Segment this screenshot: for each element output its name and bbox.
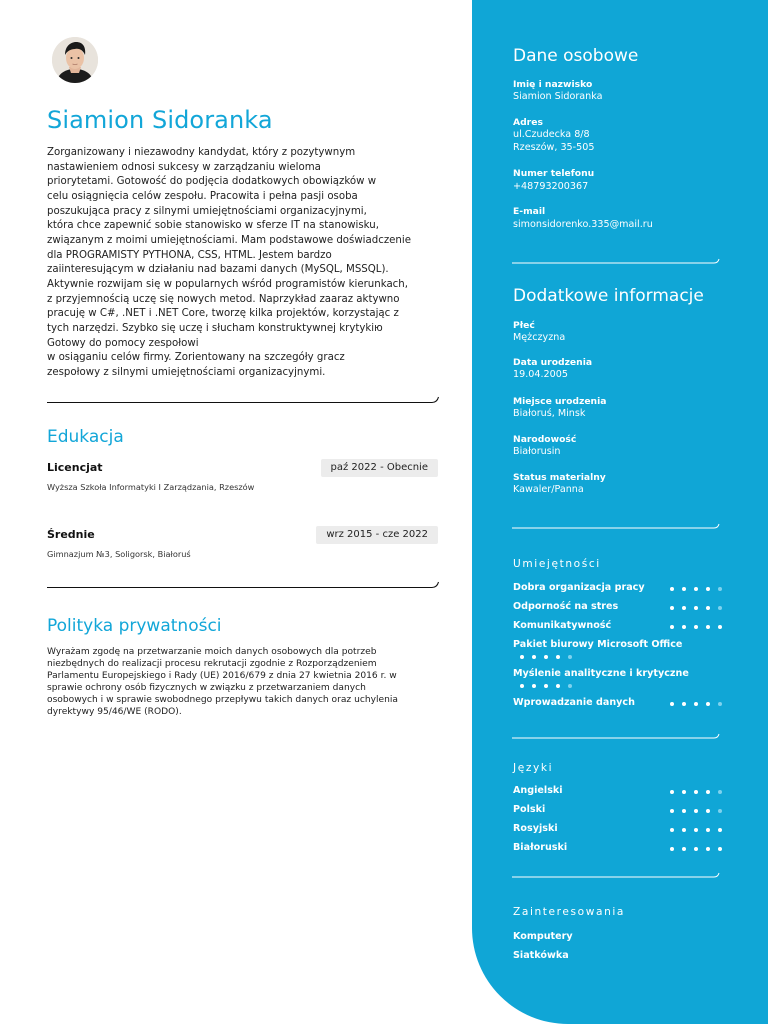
skill-level-dots [670,587,722,591]
rating-dot-filled [694,809,698,813]
skill-name: Dobra organizacja pracy [513,582,645,593]
interest-item: Komputery [513,931,573,942]
rating-dot-filled [670,847,674,851]
skill-row [513,668,721,682]
privacy-title: Polityka prywatności [47,616,222,636]
sidebar-panel [472,0,768,1024]
rating-dot-filled [706,587,710,591]
education-date-badge: wrz 2015 - cze 2022 [316,526,438,544]
section-divider [512,523,720,531]
language-row [513,823,721,837]
rating-dot-filled [670,790,674,794]
rating-dot-empty [718,702,722,706]
rating-dot-filled [682,809,686,813]
field-value: +48793200367 [513,181,589,192]
language-level-dots [670,828,722,832]
personal-data-title: Dane osobowe [513,46,639,66]
rating-dot-filled [544,655,548,659]
rating-dot-filled [682,587,686,591]
rating-dot-filled [718,847,722,851]
section-divider [47,581,439,591]
skill-name: Odporność na stres [513,601,619,612]
rating-dot-filled [694,625,698,629]
language-name: Polski [513,804,546,815]
rating-dot-filled [706,606,710,610]
rating-dot-filled [706,790,710,794]
rating-dot-filled [682,702,686,706]
rating-dot-filled [670,702,674,706]
rating-dot-filled [556,655,560,659]
skill-row [513,639,721,653]
rating-dot-filled [556,684,560,688]
skill-level-dots [520,655,572,659]
section-divider [512,258,720,266]
education-degree: Średnie [47,528,95,541]
rating-dot-empty [568,655,572,659]
education-date-badge: paź 2022 - Obecnie [321,459,438,477]
rating-dot-filled [532,684,536,688]
skill-name: Pakiet biurowy Microsoft Office [513,639,683,650]
rating-dot-filled [670,625,674,629]
profile-summary: Zorganizowany i niezawodny kandydat, który z pozytywnym nastawieniem odnosi sukcesy w zarządzaniu wieloma priorytetami. Gotowość do podjęcia dodatkowych obowiązków w celu osiągnięcia celów zespołu. Pracowita i pełna pasji osoba poszukująca pracy z silnymi umiejętnościami organizacyjnymi, która chce zapewnić sobie stanowisko w sferze IT na stanowisku, związanym z moimi umiejętnościami. Mam podstawowe doświadczenie dla PROGRAMISTY PYTHONA, CSS, HTML. Jestem bardzo zaiinteresującym w działaniu nad bazami danych (MySQL, MSSQL). Aktywnie rozwijam się w popularnych wśród programistów kierunkach, z przyjemnością uczę się nowych metod. Naprzykład zaaraz aktywno pracuję w C#, .NET i .NET Core, tworzę kilka projektów, korzystając z tych narzędzi. Szybko się uczę i słucham konstruktywnej krytykiю Gotowy do pomocy zespołowi w osiąganiu celów firmy. Zorientowany na szczegóły gracz zespołowy z silnymi umiejętnościami organizacyjnymi. [47,147,411,378]
section-divider [47,396,439,406]
field-value: 19.04.2005 [513,369,568,380]
skill-row [513,601,721,615]
language-name: Angielski [513,785,563,796]
skill-row [513,697,721,711]
rating-dot-filled [694,828,698,832]
rating-dot-filled [682,847,686,851]
rating-dot-filled [706,828,710,832]
field-label: Adres [513,117,543,128]
rating-dot-filled [520,684,524,688]
section-divider [512,733,720,741]
field-value: Mężczyzna [513,332,566,343]
field-label: Imię i nazwisko [513,79,593,90]
skill-level-dots [670,606,722,610]
rating-dot-filled [694,606,698,610]
rating-dot-filled [706,702,710,706]
rating-dot-empty [718,790,722,794]
field-value: Rzeszów, 35-505 [513,142,595,153]
education-title: Edukacja [47,427,124,447]
rating-dot-filled [670,809,674,813]
rating-dot-empty [718,606,722,610]
skill-level-dots [670,625,722,629]
privacy-text: Wyrażam zgodę na przetwarzanie moich danych osobowych dla potrzeb niezbędnych do realizacji procesu rekrutacji zgodnie z Rozporządzeniem Parlamentu Europejskiego i Rady (UE) 2016/679 z dnia 27 kwietnia 2016 r. w sprawie ochrony osób fizycznych w związku z przetwarzaniem danych osobowych i w sprawie swobodnego przepływu takich danych oraz uchylenia dyrektywy 95/46/WE (RODO). [47,647,398,718]
rating-dot-filled [706,809,710,813]
language-row [513,842,721,856]
education-school: Wyższa Szkoła Informatyki I Zarządzania, Rzeszów [47,482,255,492]
skill-row [513,620,721,634]
rating-dot-filled [682,828,686,832]
field-value: Kawaler/Panna [513,484,584,495]
rating-dot-empty [718,809,722,813]
skill-name: Myślenie analityczne i krytyczne [513,668,689,679]
rating-dot-filled [682,606,686,610]
rating-dot-filled [544,684,548,688]
language-level-dots [670,847,722,851]
profile-photo-icon [52,37,98,83]
education-degree: Licencjat [47,461,103,474]
field-value: simonsidorenko.335@mail.ru [513,219,653,230]
rating-dot-filled [670,587,674,591]
section-divider [512,872,720,880]
avatar [52,37,98,83]
language-name: Rosyjski [513,823,558,834]
language-level-dots [670,809,722,813]
language-row [513,804,721,818]
field-value: Białoruś, Minsk [513,408,586,419]
language-level-dots [670,790,722,794]
field-label: Data urodzenia [513,357,593,368]
rating-dot-filled [718,625,722,629]
rating-dot-filled [694,847,698,851]
field-value: ul.Czudecka 8/8 [513,129,590,140]
skills-title: Umiejętności [513,558,601,570]
field-label: Numer telefonu [513,168,595,179]
rating-dot-filled [694,790,698,794]
rating-dot-filled [532,655,536,659]
skill-level-dots [520,684,572,688]
rating-dot-filled [670,828,674,832]
language-name: Białoruski [513,842,568,853]
candidate-name: Siamion Sidoranka [47,106,273,134]
rating-dot-empty [568,684,572,688]
rating-dot-filled [706,847,710,851]
interests-title: Zainteresowania [513,906,626,918]
skill-name: Komunikatywność [513,620,612,631]
additional-info-title: Dodatkowe informacje [513,286,704,306]
skill-level-dots [670,702,722,706]
skill-name: Wprowadzanie danych [513,697,635,708]
field-label: Miejsce urodzenia [513,396,607,407]
field-label: Płeć [513,320,535,331]
field-label: E-mail [513,206,546,217]
languages-title: Języki [513,762,554,774]
rating-dot-filled [670,606,674,610]
rating-dot-filled [694,587,698,591]
education-school: Gimnazjum №3, Soligorsk, Białoruś [47,549,191,559]
field-label: Status materialny [513,472,606,483]
rating-dot-filled [718,828,722,832]
skill-row [513,582,721,596]
rating-dot-filled [682,625,686,629]
field-label: Narodowość [513,434,577,445]
rating-dot-filled [694,702,698,706]
rating-dot-empty [718,587,722,591]
rating-dot-filled [520,655,524,659]
field-value: Siamion Sidoranka [513,91,603,102]
language-row [513,785,721,799]
rating-dot-filled [682,790,686,794]
rating-dot-filled [706,625,710,629]
interest-item: Siatkówka [513,950,569,961]
field-value: Białorusin [513,446,561,457]
